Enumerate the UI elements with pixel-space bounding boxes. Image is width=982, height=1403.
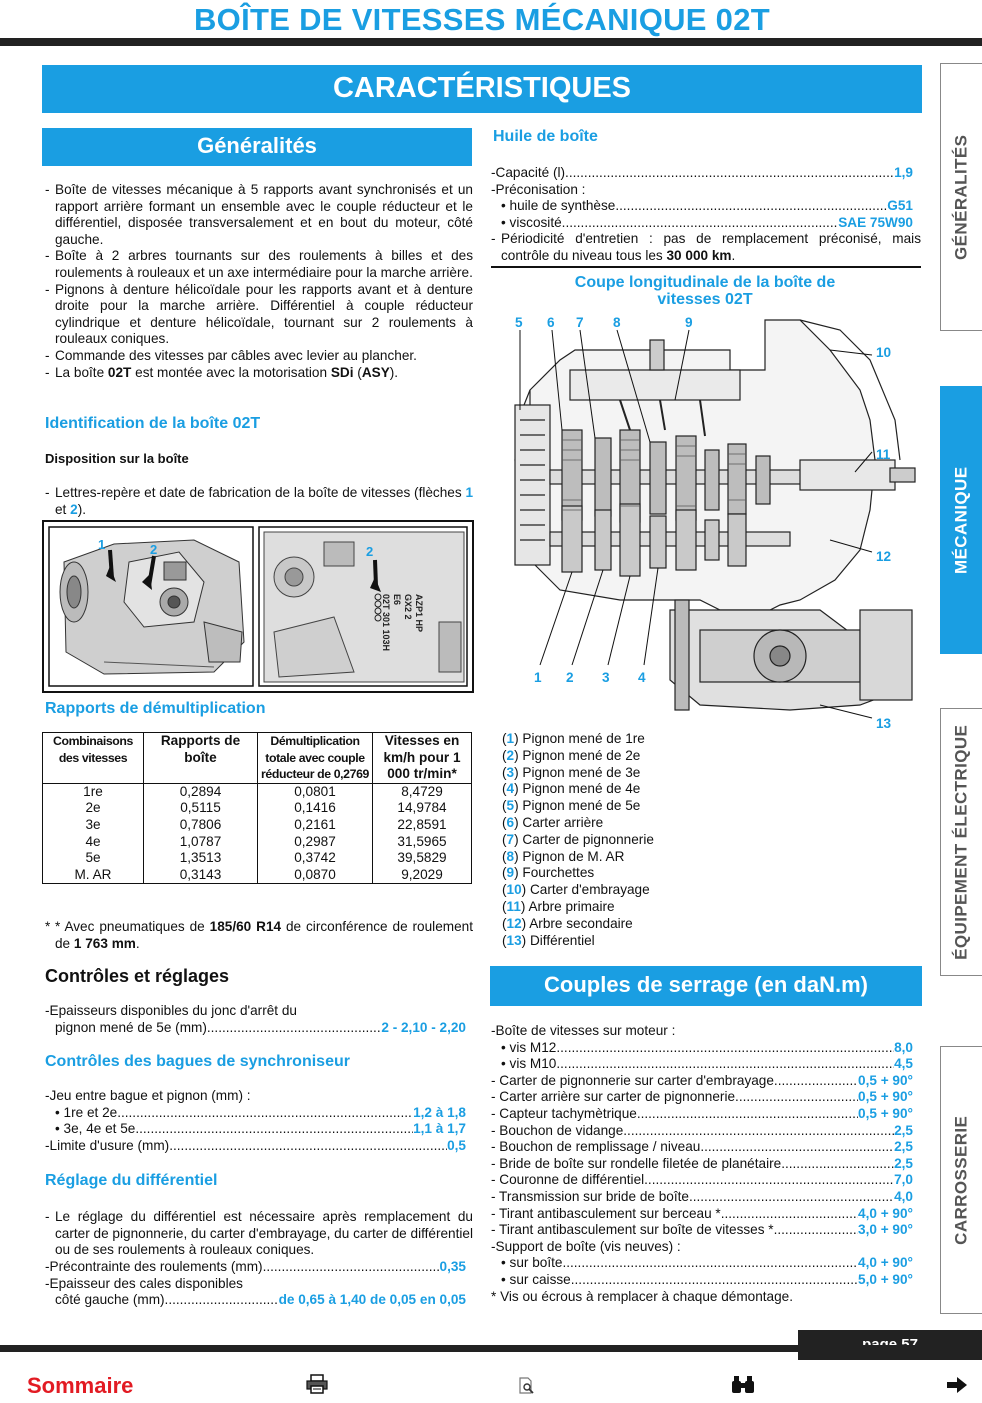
svg-text:1: 1: [98, 537, 106, 552]
printer-icon[interactable]: [306, 1374, 328, 1394]
diagram-title: Coupe longitudinale de la boîte de vitesses 02T: [574, 274, 836, 308]
callout-2: 2: [566, 670, 574, 685]
table-header: Rapports de boîte: [144, 733, 258, 784]
callout-5: 5: [515, 315, 523, 330]
title-rule: [0, 38, 982, 46]
jeu-spec: - Jeu entre bague et pignon (mm) : • 1re et 2e ..... 1,2 à 1,8 • 3e, 4e et 5e ..... 1,1 à 1,7 - Limite d'usure (mm) ..... 0,5: [45, 1088, 466, 1154]
legend-item: (7) Carter de pignonnerie: [502, 831, 654, 847]
svg-text:AZP1 HP: AZP1 HP: [414, 594, 424, 633]
search-document-icon[interactable]: [518, 1377, 536, 1395]
table-header: Combinaisons des vitesses: [43, 733, 144, 784]
gearbox-photo: [44, 522, 472, 691]
table-row: 2e 0,5115 0,1416 14,9784: [43, 800, 472, 817]
svg-text:GX2 2: GX2 2: [403, 594, 413, 620]
tab-carrosserie[interactable]: [940, 1046, 982, 1314]
differentiel-text: - Le réglage du différentiel est nécessaire après remplacement du carter de pignonnerie, du carter d'embrayage, du carter de différentiel ou de ses roulements à rouleaux coniques.: [45, 1209, 473, 1258]
table-header: Démultiplication totale avec couple réducteur de 0,2769: [258, 733, 373, 784]
callout-10: 10: [876, 345, 892, 360]
gearbox-cross-section: [500, 310, 920, 730]
identification-heading: Identification de la boîte 02T: [45, 415, 261, 432]
callout-12: 12: [876, 549, 892, 564]
table-row: 5e 1,3513 0,3742 39,5829: [43, 850, 472, 867]
list-item: - Boîte à 2 arbres tournants sur des roulements à billes et des roulements à rouleaux et un axe intermédiaire pour la marche arrière.: [45, 248, 473, 280]
couples-banner: Couples de serrage (en daN.m): [490, 966, 922, 1006]
callout-6: 6: [547, 315, 555, 330]
svg-text:02T 301 103H: 02T 301 103H: [381, 594, 391, 652]
svg-text:2: 2: [366, 544, 374, 559]
legend-item: (8) Pignon de M. AR: [502, 848, 625, 864]
huile-spec: - Capacité (l) ..... 1,9 - Préconisation : • huile de synthèse ..... G51 • viscosité ..... SAE 75W90: [491, 165, 913, 231]
page-title: BOÎTE DE VITESSES MÉCANIQUE 02T: [193, 2, 771, 37]
tab-mecanique[interactable]: [940, 386, 982, 654]
section-banner: CARACTÉRISTIQUES: [42, 65, 922, 113]
table-header: Vitesses en km/h pour 1 000 tr/min*: [373, 733, 472, 784]
disposition-heading: Disposition sur la boîte: [45, 451, 189, 466]
legend-item: (10) Carter d'embrayage: [502, 882, 650, 898]
svg-text:E6: E6: [392, 594, 402, 606]
footer-rule: [0, 1345, 982, 1352]
callout-3: 3: [602, 670, 610, 685]
tab-generalites[interactable]: [940, 63, 982, 331]
identification-text: - Lettres-repère et date de fabrication de la boîte de vitesses (flèches 1 et 2).: [45, 485, 473, 517]
ratios-heading: Rapports de démultiplication: [45, 700, 266, 717]
differentiel-heading: Réglage du différentiel: [45, 1172, 218, 1189]
list-item: - Commande des vitesses par câbles avec levier au plancher.: [45, 347, 417, 363]
table-row: M. AR 0,3143 0,0870 9,2029: [43, 867, 472, 884]
tab-label: CARROSSERIE: [951, 1115, 971, 1245]
next-arrow-icon[interactable]: [946, 1376, 968, 1394]
legend-item: (11) Arbre primaire: [502, 898, 615, 914]
callout-8: 8: [613, 315, 621, 330]
table-row: 4e 1,0787 0,2987 31,5965: [43, 834, 472, 851]
svg-text:2: 2: [150, 542, 158, 557]
bagues-heading: Contrôles des bagues de synchroniseur: [45, 1053, 350, 1070]
callout-9: 9: [685, 315, 693, 330]
binoculars-icon[interactable]: [731, 1374, 755, 1394]
couples-list: - Boîte de vitesses sur moteur : • vis M12 ..... 8,0 • vis M10 ..... 4,5 - Carter de pignonnerie sur carter d'embrayage ..... 0,5 + 90° - Carter arrière sur carter de pignonnerie ..... 0,5 + 90° - Capteur tachymètrique ..... 0,5 + 90° - Bouchon de vidange ..... 2,5 - Bouchon de remplissage / niveau ..... 2,5 - Bride de boîte sur rondelle filetée de planétaire ..... 2,5 - Couronne de différentiel ..... 7,0 - Transmission sur bride de boîte ..... 4,0 - Tirant antibasculement sur berceau * ..... 4,0 + 90° - Tirant antibasculement sur boîte de vitesses * ..... 3,0 + 90° - Support de boîte (vis neuves) : • sur boîte ..... 4,0 + 90° • sur caisse ..... 5,0 + 90° * Vis ou écrous à remplacer à chaque démontage.: [491, 1023, 913, 1305]
callout-7: 7: [576, 315, 584, 330]
legend-item: (1) Pignon mené de 1re: [502, 731, 645, 746]
tab-equipement-electrique[interactable]: [940, 708, 982, 976]
legend-item: (5) Pignon mené de 5e: [502, 798, 641, 814]
tyre-note: * * Avec pneumatiques de 185/60 R14 de circonférence de roulement de 1 763 mm.: [45, 919, 473, 951]
list-item: - Pignons à denture hélicoïdale pour les rapports avant et à denture droite pour la marche arrière. Différentiel à couple réducteur cylindrique et denture hélicoïdale, tournant sur 2 roulements à rouleaux coniques.: [45, 281, 473, 347]
ratio-table: [42, 732, 472, 884]
sommaire-link[interactable]: Sommaire: [27, 1373, 134, 1398]
callout-1: 1: [534, 670, 542, 685]
divider: [491, 266, 921, 268]
tab-label: ÉQUIPEMENT ÉLECTRIQUE: [951, 724, 971, 960]
legend-item: (6) Carter arrière: [502, 814, 604, 830]
differentiel-spec: - Précontrainte des roulements (mm) ..... 0,35 - Epaisseur des cales disponibles côté gauche (mm) ..... de 0,65 à 1,40 de 0,05 en 0,05: [45, 1259, 466, 1309]
table-row: 1re 0,2894 0,0801 8,4729: [43, 783, 472, 800]
legend-item: (4) Pignon mené de 4e: [502, 781, 641, 797]
legend-item: (9) Fourchettes: [502, 865, 595, 881]
list-item: - La boîte 02T est montée avec la motorisation SDi (ASY).: [45, 364, 399, 380]
legend-item: (3) Pignon mené de 3e: [502, 764, 641, 780]
diagram-legend: [502, 731, 654, 949]
list-item: - Boîte de vitesses mécanique à 5 rapports avant synchronisés et un rapport arrière formant un ensemble avec le couple réducteur et le différentiel, disposée transversalement et en bout du moteur, côté gauche.: [45, 182, 473, 247]
identification-photos: [42, 520, 474, 693]
jonc-spec: - Epaisseurs disponibles du jonc d'arrêt du pignon mené de 5e (mm) ..... 2 - 2,10 - 2,20: [45, 1003, 466, 1036]
tab-label: GÉNÉRALITÉS: [951, 134, 971, 260]
legend-item: (13) Différentiel: [502, 932, 595, 948]
huile-heading: Huile de boîte: [493, 128, 598, 145]
generalites-list: [45, 182, 473, 381]
callout-11: 11: [876, 447, 891, 462]
callout-4: 4: [638, 670, 646, 685]
callout-13: 13: [876, 716, 892, 731]
generalites-banner: Généralités: [42, 128, 472, 166]
legend-item: (2) Pignon mené de 2e: [502, 747, 641, 763]
entretien-text: - Périodicité d'entretien : pas de remplacement préconisé, mais contrôle du niveau tous les 30 000 km.: [491, 231, 921, 263]
table-row: 3e 0,7806 0,2161 22,8591: [43, 817, 472, 834]
controles-heading: Contrôles et réglages: [45, 966, 230, 986]
tab-label: MÉCANIQUE: [951, 466, 971, 574]
legend-item: (12) Arbre secondaire: [502, 915, 633, 931]
